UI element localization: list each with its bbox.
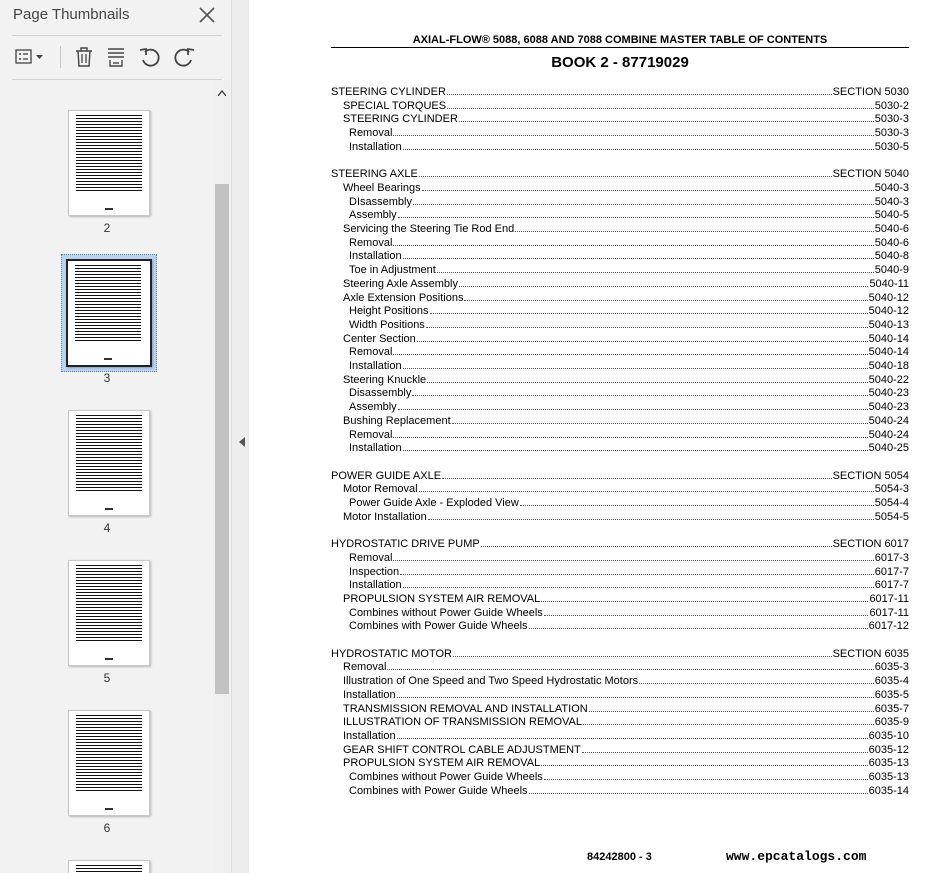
toc-entry-page: SECTION 5040	[832, 168, 909, 181]
toc-entry	[349, 579, 909, 593]
toc-entry	[331, 538, 909, 552]
panel-splitter[interactable]	[231, 0, 249, 873]
toc-entry-page: 6035-7	[874, 702, 909, 715]
toc-entry	[343, 757, 909, 771]
toc-leader-dots	[442, 470, 832, 479]
toc-entry-title: Motor Installation	[343, 510, 427, 523]
toc-leader-dots	[397, 689, 874, 698]
toc-entry	[349, 607, 909, 621]
toc-entry-title: Combines with Power Guide Wheels	[349, 620, 528, 633]
toc-entry	[349, 209, 909, 223]
toc-leader-dots	[639, 675, 874, 684]
toc-entry-title: GEAR SHIFT CONTROL CABLE ADJUSTMENT	[343, 743, 581, 756]
toc-entry-page: 6017-11	[869, 592, 909, 605]
toc-entry-page: 5040-6	[874, 223, 909, 235]
toc-entry-page: 5040-3	[874, 195, 909, 208]
toc-entry-title: SPECIAL TORQUES	[343, 99, 447, 112]
toc-entry-title: Removal	[349, 236, 393, 249]
toc-entry-title: Combines without Power Guide Wheels	[349, 606, 543, 619]
toc-entry-page: SECTION 5054	[832, 469, 909, 482]
thumbnail-list[interactable]	[0, 80, 231, 873]
toc-entry	[349, 250, 909, 264]
toc-leader-dots	[387, 661, 873, 670]
panel-header	[0, 0, 231, 34]
scroll-up-icon[interactable]	[218, 90, 226, 96]
toc-entry	[343, 511, 909, 525]
toc-leader-dots	[529, 620, 868, 629]
toc-leader-dots	[403, 360, 868, 369]
toc-entry-title: ILLUSTRATION OF TRANSMISSION REMOVAL	[343, 716, 582, 729]
toc-entry-page: 6035-9	[874, 716, 909, 729]
toc-leader-dots	[481, 538, 832, 547]
toc-entry-page: 6017-11	[869, 606, 909, 619]
toc-entry	[343, 182, 909, 196]
toc-entry-title: Width Positions	[349, 318, 425, 331]
toc-leader-dots	[464, 292, 867, 301]
toc-entry-page: 5040-6	[874, 236, 909, 249]
thumbnail-page-number: 6	[103, 821, 111, 835]
collapse-panel-icon[interactable]	[239, 437, 245, 447]
toc-entry-page: 5040-24	[868, 414, 909, 427]
toc-entry	[343, 703, 909, 717]
toc-entry	[349, 442, 909, 456]
toc-leader-dots	[417, 333, 868, 342]
toc-entry-page: 5040-3	[874, 181, 909, 194]
page-thumbnails-panel	[0, 0, 231, 873]
toc-leader-dots	[393, 127, 873, 136]
toc-entry	[331, 648, 909, 662]
toc-entry-title: Combines without Power Guide Wheels	[349, 771, 543, 783]
toc-leader-dots	[403, 250, 874, 259]
toc-entry-title: Combines with Power Guide Wheels	[349, 784, 528, 797]
toc-leader-dots	[419, 168, 832, 177]
toc-leader-dots	[459, 278, 868, 287]
toc-entry-title: Servicing the Steering Tie Rod End	[343, 223, 515, 235]
toc-entry-title: Toe in Adjustment	[349, 264, 436, 277]
toc-entry-title: Removal	[349, 551, 393, 564]
toc-entry-page: 5040-12	[868, 291, 909, 304]
toc-entry-title: Installation	[349, 250, 402, 263]
toc-leader-dots	[393, 429, 867, 438]
toc-entry-title: Removal	[349, 346, 393, 359]
rotate-clockwise-icon[interactable]	[172, 45, 196, 69]
toc-entry-page: 5040-11	[869, 277, 909, 290]
toc-entry	[343, 661, 909, 675]
toc-entry-title: Installation	[349, 140, 402, 153]
toc-leader-dots	[453, 648, 832, 657]
toc-entry-page: 5040-14	[868, 346, 909, 359]
toc-entry-page: 6017-12	[868, 620, 909, 633]
toc-entry-page: SECTION 5030	[832, 86, 909, 98]
toc-entry-page: 6035-12	[868, 743, 909, 756]
toc-leader-dots	[393, 552, 873, 561]
toc-entry-page: 6035-4	[874, 675, 909, 688]
thumbnail-image[interactable]	[68, 110, 150, 216]
toc-entry	[343, 716, 909, 730]
thumbnail-image[interactable]	[68, 860, 150, 873]
toc-entry-title: Installation	[349, 579, 402, 592]
toc-leader-dots	[520, 497, 874, 506]
toc-entry-page: 6035-10	[868, 729, 909, 742]
toc-leader-dots	[393, 346, 867, 355]
toc-entry	[349, 429, 909, 443]
toc-entry-page: 5040-23	[868, 401, 909, 414]
toc-entry	[343, 415, 909, 429]
toc-leader-dots	[403, 141, 874, 150]
toolbar-separator	[60, 46, 61, 68]
scrollbar-thumb[interactable]	[215, 184, 229, 694]
toc-entry-title: Wheel Bearings	[343, 181, 421, 194]
toc-leader-dots	[419, 483, 874, 492]
toc-leader-dots	[437, 264, 874, 273]
toc-entry-title: Illustration of One Speed and Two Speed Hydrostatic Motors	[343, 675, 639, 688]
toc-entry-title: Bushing Replacement	[343, 414, 451, 427]
toc-leader-dots	[459, 113, 874, 122]
toc-entry	[349, 127, 909, 141]
toc-entry-page: 5040-24	[868, 428, 909, 441]
divider	[12, 35, 222, 36]
rotate-counterclockwise-icon[interactable]	[138, 45, 162, 69]
toc-leader-dots	[589, 703, 874, 712]
toc-entry-title: Removal	[349, 127, 393, 140]
document-header: AXIAL-FLOW® 5088, 6088 AND 7088 COMBINE MASTER TABLE OF CONTENTS	[412, 34, 828, 46]
toc-entry-title: PROPULSION SYSTEM AIR REMOVAL	[343, 757, 541, 770]
document-view[interactable]	[249, 0, 939, 873]
toc-leader-dots	[393, 237, 873, 246]
toc-entry-title: Removal	[349, 428, 393, 441]
toc-entry-title: DIsassembly	[349, 195, 412, 208]
toc-entry-page: 5040-9	[874, 264, 909, 277]
toc-entry-page: 5040-14	[868, 332, 909, 345]
extract-pages-icon[interactable]	[104, 45, 128, 69]
toc-entry-title: Installation	[349, 360, 402, 372]
toc-entry-page: 6017-3	[874, 551, 909, 564]
toc-entry-page: 6035-3	[874, 661, 909, 674]
close-icon[interactable]	[197, 5, 217, 25]
toc-entry	[343, 292, 909, 306]
toc-entry-page: 5030-3	[874, 127, 909, 140]
header-rule	[331, 47, 909, 48]
toc-leader-dots	[541, 757, 867, 766]
toc-entry	[349, 237, 909, 251]
toc-leader-dots	[403, 579, 874, 588]
toc-leader-dots	[515, 223, 874, 232]
toc-entry	[343, 100, 909, 114]
toc-entry-page: 5040-12	[868, 305, 909, 318]
toc-entry-title: POWER GUIDE AXLE	[331, 469, 442, 482]
toc-entry-page: 5040-18	[868, 360, 909, 372]
toc-entry	[349, 771, 909, 785]
toc-entry-page: 5040-13	[868, 318, 909, 331]
toc-entry	[349, 141, 909, 155]
panel-title: Page Thumbnails	[13, 6, 130, 23]
toc-entry	[343, 483, 909, 497]
toc-entry-page: 5030-3	[874, 113, 909, 126]
toc-entry-page: 6035-13	[868, 771, 909, 783]
toc-entry	[343, 374, 909, 388]
toc-entry-title: Steering Knuckle	[343, 373, 427, 386]
toc-entry	[349, 387, 909, 401]
thumbnail-image[interactable]	[68, 410, 150, 516]
toc-entry-title: HYDROSTATIC MOTOR	[331, 647, 452, 660]
toc-entry	[343, 689, 909, 703]
toc-entry	[349, 497, 909, 511]
toc-entry-page: 5054-5	[874, 510, 909, 523]
toc-leader-dots	[426, 319, 868, 328]
toc-entry-page: 6017-7	[874, 565, 909, 578]
toc-entry-title: Steering Axle Assembly	[343, 277, 458, 290]
toc-entry	[349, 196, 909, 210]
toc-entry	[349, 360, 909, 374]
toc-entry-title: STEERING CYLINDER	[331, 86, 446, 98]
toc-entry	[343, 730, 909, 744]
toc-entry-page: SECTION 6035	[832, 647, 909, 660]
thumbnail-page-number: 4	[103, 521, 111, 535]
toc-leader-dots	[403, 442, 868, 451]
toc-entry-title: Height Positions	[349, 305, 429, 318]
toc-entry-title: Axle Extension Positions	[343, 291, 464, 304]
toc-leader-dots	[427, 374, 867, 383]
toc-entry	[343, 593, 909, 607]
thumbnail-image[interactable]	[66, 259, 152, 367]
toc-entry-title: Installation	[343, 729, 396, 742]
toc-entry	[349, 552, 909, 566]
toc-leader-dots	[529, 785, 868, 794]
toc-entry	[343, 744, 909, 758]
toc-leader-dots	[400, 566, 874, 575]
toc-entry-title: Center Section	[343, 332, 416, 345]
toc-leader-dots	[412, 387, 867, 396]
toc-entry	[349, 346, 909, 360]
toc-entry-page: 6035-5	[874, 688, 909, 701]
toc-leader-dots	[541, 593, 868, 602]
toc-entry-title: Disassembly	[349, 387, 412, 400]
toc-leader-dots	[397, 730, 868, 739]
toc-entry-page: 5040-22	[868, 373, 909, 386]
toc-leader-dots	[430, 305, 868, 314]
toc-leader-dots	[544, 607, 869, 616]
toc-leader-dots	[452, 415, 868, 424]
toc-entry	[331, 470, 909, 484]
toc-entry	[343, 223, 909, 237]
toc-leader-dots	[398, 209, 874, 218]
toc-entry	[349, 566, 909, 580]
thumbnail-image[interactable]	[68, 560, 150, 666]
toc-entry-page: 5054-3	[874, 483, 909, 496]
toc-entry-page: 6035-14	[868, 784, 909, 797]
book-title: BOOK 2 - 87719029	[551, 54, 689, 71]
toc-entry	[349, 401, 909, 415]
toc-entry	[343, 675, 909, 689]
footer-url: www.epcatalogs.com	[726, 849, 867, 864]
toc-entry-page: 6017-7	[874, 579, 909, 592]
toc-entry-page: 6035-13	[868, 757, 909, 770]
toc-entry	[331, 168, 909, 182]
toc-leader-dots	[447, 86, 832, 95]
toc-leader-dots	[544, 771, 868, 780]
toc-entry	[349, 264, 909, 278]
toc-entry	[349, 305, 909, 319]
thumbnail-page-number: 3	[103, 371, 111, 385]
toc-entry-title: Motor Removal	[343, 483, 418, 496]
toc-entry-title: Assembly	[349, 209, 397, 222]
toc-entry	[331, 86, 909, 100]
toc-entry-title: STEERING CYLINDER	[343, 113, 458, 126]
thumbnail-page-number: 2	[103, 221, 111, 235]
toc-entry	[343, 278, 909, 292]
toc-entry-page: 5054-4	[874, 497, 909, 509]
toc-leader-dots	[428, 511, 874, 520]
thumbnail-page-number: 5	[103, 671, 111, 685]
toc-leader-dots	[447, 100, 874, 109]
delete-icon[interactable]	[72, 45, 96, 69]
footer-page-number: 84242800 - 3	[587, 851, 652, 863]
toc-entry	[349, 319, 909, 333]
toc-entry-title: TRANSMISSION REMOVAL AND INSTALLATION	[343, 702, 588, 715]
toc-entry-page: 5030-5	[874, 140, 909, 153]
thumbnail-options-icon[interactable]	[14, 45, 46, 69]
toc-entry-page: SECTION 6017	[832, 538, 909, 551]
toc-entry-title: Removal	[343, 661, 387, 674]
toc-entry	[343, 333, 909, 347]
toc-entry-title: Installation	[343, 688, 396, 701]
toc-entry-title: Power Guide Axle - Exploded View	[349, 497, 519, 509]
toc-entry-title: Assembly	[349, 401, 397, 414]
toc-entry-page: 5040-5	[874, 209, 909, 222]
toc-entry-title: STEERING AXLE	[331, 168, 418, 181]
toc-entry-title: PROPULSION SYSTEM AIR REMOVAL	[343, 592, 541, 605]
toc-leader-dots	[413, 196, 874, 205]
toc-leader-dots	[583, 716, 874, 725]
toc-entry-page: 5030-2	[874, 99, 909, 112]
toc-entry-page: 5040-8	[874, 250, 909, 263]
toc-entry	[343, 113, 909, 127]
toc-entry-title: Installation	[349, 442, 402, 455]
toc-entry	[349, 785, 909, 799]
toc-leader-dots	[398, 401, 868, 410]
toc-entry	[349, 620, 909, 634]
thumbnail-scrollbar[interactable]	[214, 80, 230, 873]
toc-entry-title: HYDROSTATIC DRIVE PUMP	[331, 538, 480, 551]
toc-leader-dots	[422, 182, 874, 191]
thumbnail-image[interactable]	[68, 710, 150, 816]
toc-entry-page: 5040-23	[868, 387, 909, 400]
toc-entry-page: 5040-25	[868, 442, 909, 455]
toc-entry-title: Inspection	[349, 565, 400, 578]
toc-leader-dots	[582, 744, 868, 753]
